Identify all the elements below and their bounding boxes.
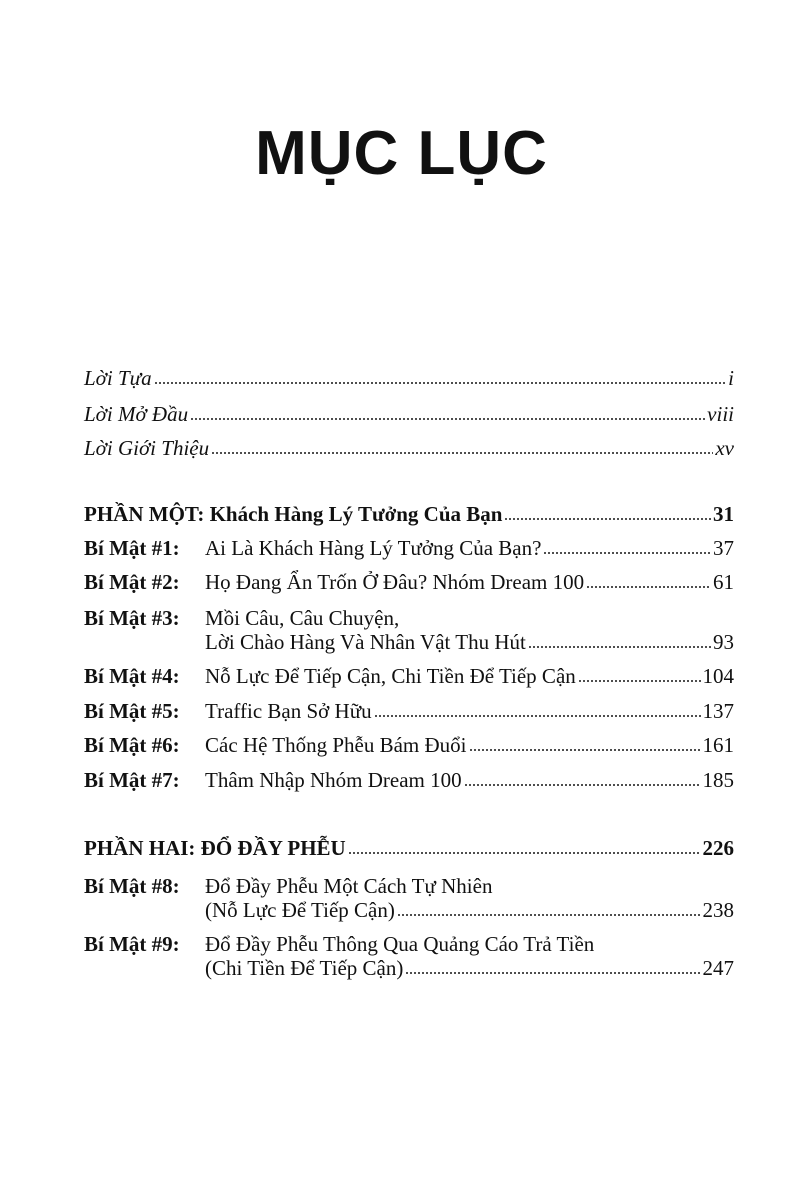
toc-entry[interactable] <box>84 664 734 688</box>
dot-leader <box>405 969 700 975</box>
page-number: 161 <box>702 733 734 757</box>
toc-entry[interactable] <box>84 366 734 390</box>
dot-leader <box>348 849 701 855</box>
entry-title-line: (Chi Tiền Để Tiếp Cận) <box>205 956 404 980</box>
secret-label: Bí Mật #8: <box>84 874 180 898</box>
dot-leader <box>543 549 711 555</box>
entry-title: Các Hệ Thống Phễu Bám Đuổi <box>205 733 467 757</box>
page-number: xv <box>715 436 734 460</box>
dot-leader <box>504 515 711 521</box>
secret-label: Bí Mật #9: <box>84 932 180 956</box>
secret-label: Bí Mật #2: <box>84 570 180 594</box>
toc-entry[interactable] <box>84 536 734 560</box>
page-number: 137 <box>702 699 734 723</box>
page-number: 247 <box>702 956 734 980</box>
toc-entry[interactable] <box>84 768 734 792</box>
entry-title-line: Đổ Đầy Phễu Thông Qua Quảng Cáo Trả Tiền <box>205 932 595 956</box>
toc-entry[interactable] <box>84 733 734 757</box>
page-number: 31 <box>713 502 734 526</box>
entry-title: Thâm Nhập Nhóm Dream 100 <box>205 768 462 792</box>
entry-title: Ai Là Khách Hàng Lý Tưởng Của Bạn? <box>205 536 542 560</box>
dot-leader <box>586 583 711 589</box>
toc-entry[interactable] <box>84 402 734 426</box>
secret-label: Bí Mật #3: <box>84 606 180 630</box>
entry-title: Họ Đang Ẩn Trốn Ở Đâu? Nhóm Dream 100 <box>205 570 585 594</box>
toc-entry[interactable] <box>84 699 734 723</box>
part-heading[interactable] <box>84 836 734 860</box>
toc-entry[interactable] <box>84 874 734 922</box>
page-number: 238 <box>702 898 734 922</box>
secret-label: Bí Mật #4: <box>84 664 180 688</box>
entry-title: Nỗ Lực Để Tiếp Cận, Chi Tiền Để Tiếp Cận <box>205 664 576 688</box>
page-number: viii <box>707 402 734 426</box>
page-number: i <box>728 366 734 390</box>
entry-title: Lời Giới Thiệu <box>84 436 210 460</box>
page-number: 104 <box>702 664 734 688</box>
secret-label: Bí Mật #5: <box>84 699 180 723</box>
page-number: 93 <box>713 630 734 654</box>
secret-label: Bí Mật #6: <box>84 733 180 757</box>
part-title: PHẦN HAI: ĐỔ ĐẦY PHỄU <box>84 836 346 860</box>
page-number: 185 <box>702 768 734 792</box>
part-title: PHẦN MỘT: Khách Hàng Lý Tưởng Của Bạn <box>84 502 503 526</box>
part-heading[interactable] <box>84 502 734 526</box>
dot-leader <box>374 712 701 718</box>
page-title: MỤC LỤC <box>255 119 548 188</box>
page-number: 37 <box>713 536 734 560</box>
secret-label: Bí Mật #7: <box>84 768 180 792</box>
dot-leader <box>154 379 727 385</box>
toc-entry[interactable] <box>84 932 734 980</box>
dot-leader <box>397 911 701 917</box>
entry-title-line: (Nỗ Lực Để Tiếp Cận) <box>205 898 395 922</box>
toc-entry[interactable] <box>84 606 734 654</box>
entry-title: Lời Tựa <box>84 366 152 390</box>
dot-leader <box>578 677 701 683</box>
page-number: 226 <box>702 836 734 860</box>
dot-leader <box>464 781 701 787</box>
entry-title-line: Mồi Câu, Câu Chuyện, <box>205 606 400 630</box>
dot-leader <box>528 643 711 649</box>
dot-leader <box>190 415 705 421</box>
entry-title-line: Đổ Đầy Phễu Một Cách Tự Nhiên <box>205 874 493 898</box>
page-number: 61 <box>713 570 734 594</box>
dot-leader <box>211 449 713 455</box>
toc-entry[interactable] <box>84 436 734 460</box>
entry-title: Lời Mở Đầu <box>84 402 189 426</box>
toc-entry[interactable] <box>84 570 734 594</box>
entry-title-line: Lời Chào Hàng Và Nhân Vật Thu Hút <box>205 630 526 654</box>
entry-title: Traffic Bạn Sở Hữu <box>205 699 372 723</box>
dot-leader <box>469 746 701 752</box>
secret-label: Bí Mật #1: <box>84 536 180 560</box>
